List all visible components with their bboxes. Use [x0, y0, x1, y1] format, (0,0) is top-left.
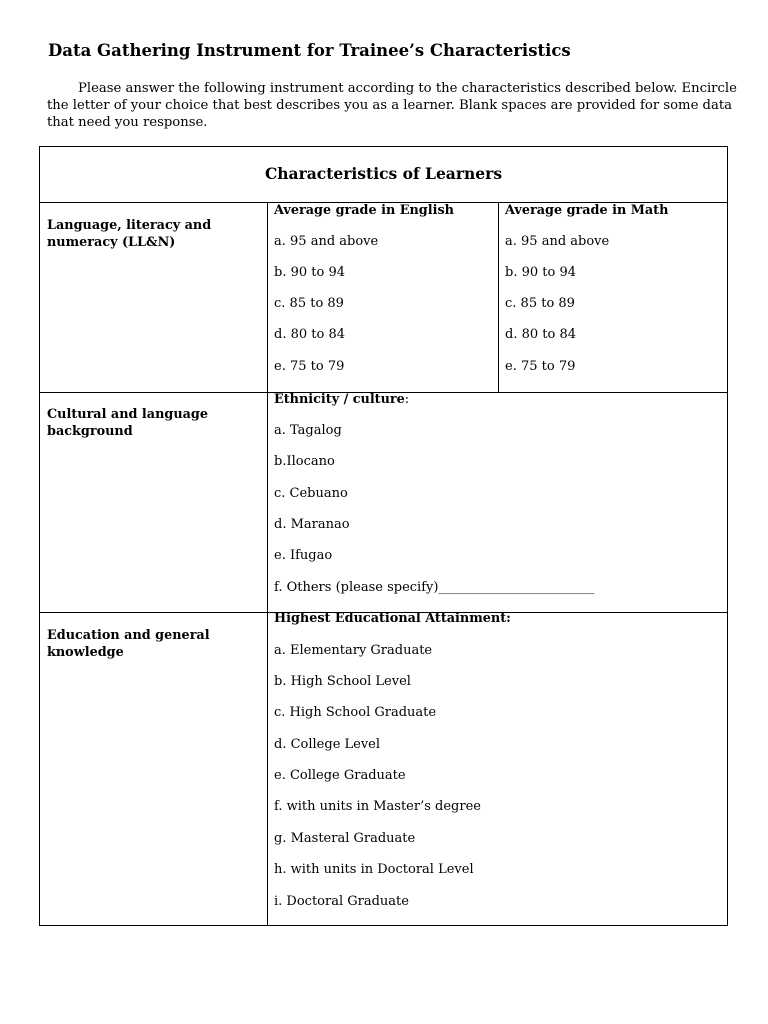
ethnicity-other-option[interactable]: f. Others (please specify)________________________	[274, 580, 595, 595]
english-option[interactable]: e. 75 to 79	[274, 359, 345, 374]
education-option[interactable]: e. College Graduate	[274, 768, 406, 783]
math-option[interactable]: a. 95 and above	[505, 234, 610, 249]
education-option[interactable]: f. with units in Master’s degree	[274, 799, 481, 814]
english-grade-heading: Average grade in English	[274, 203, 454, 218]
education-option[interactable]: g. Masteral Graduate	[274, 831, 416, 846]
math-grade-heading: Average grade in Math	[505, 203, 669, 218]
english-option[interactable]: d. 80 to 84	[274, 327, 345, 342]
education-option[interactable]: h. with units in Doctoral Level	[274, 862, 474, 877]
ethnicity-option[interactable]: e. Ifugao	[274, 548, 333, 563]
math-option[interactable]: c. 85 to 89	[505, 296, 575, 311]
row-label-llen: Language, literacy and numeracy (LL&N)	[47, 218, 212, 250]
education-option[interactable]: b. High School Level	[274, 674, 411, 689]
education-option[interactable]: d. College Level	[274, 737, 381, 752]
english-option[interactable]: a. 95 and above	[274, 234, 379, 249]
ethnicity-heading	[274, 392, 409, 407]
ethnicity-heading-text: Ethnicity / culture	[274, 392, 405, 407]
table-column-divider	[498, 202, 499, 392]
ethnicity-option[interactable]: c. Cebuano	[274, 486, 348, 501]
ethnicity-option[interactable]: b.Ilocano	[274, 454, 335, 469]
table-title: Characteristics of Learners	[264, 164, 503, 183]
ethnicity-option[interactable]: a. Tagalog	[274, 423, 342, 438]
math-option[interactable]: d. 80 to 84	[505, 327, 576, 342]
english-option[interactable]: b. 90 to 94	[274, 265, 345, 280]
education-option[interactable]: i. Doctoral Graduate	[274, 894, 409, 909]
row-label-education: Education and general knowledge	[47, 628, 210, 660]
ethnicity-heading-colon: :	[404, 392, 410, 407]
instructions-paragraph: Please answer the following instrument according to the characteristics described below. Encircle the letter of your choice that best describes you as a learner. Blank spaces are provided for some data that need you response.	[47, 81, 737, 130]
row-label-cultural: Cultural and language background	[47, 407, 209, 439]
education-heading: Highest Educational Attainment:	[274, 611, 511, 626]
document-title: Data Gathering Instrument for Trainee’s Characteristics	[48, 41, 571, 60]
education-option[interactable]: a. Elementary Graduate	[274, 643, 433, 658]
english-option[interactable]: c. 85 to 89	[274, 296, 344, 311]
table-column-divider	[267, 202, 268, 926]
ethnicity-option[interactable]: d. Maranao	[274, 517, 350, 532]
math-option[interactable]: e. 75 to 79	[505, 359, 576, 374]
math-option[interactable]: b. 90 to 94	[505, 265, 576, 280]
education-option[interactable]: c. High School Graduate	[274, 705, 437, 720]
